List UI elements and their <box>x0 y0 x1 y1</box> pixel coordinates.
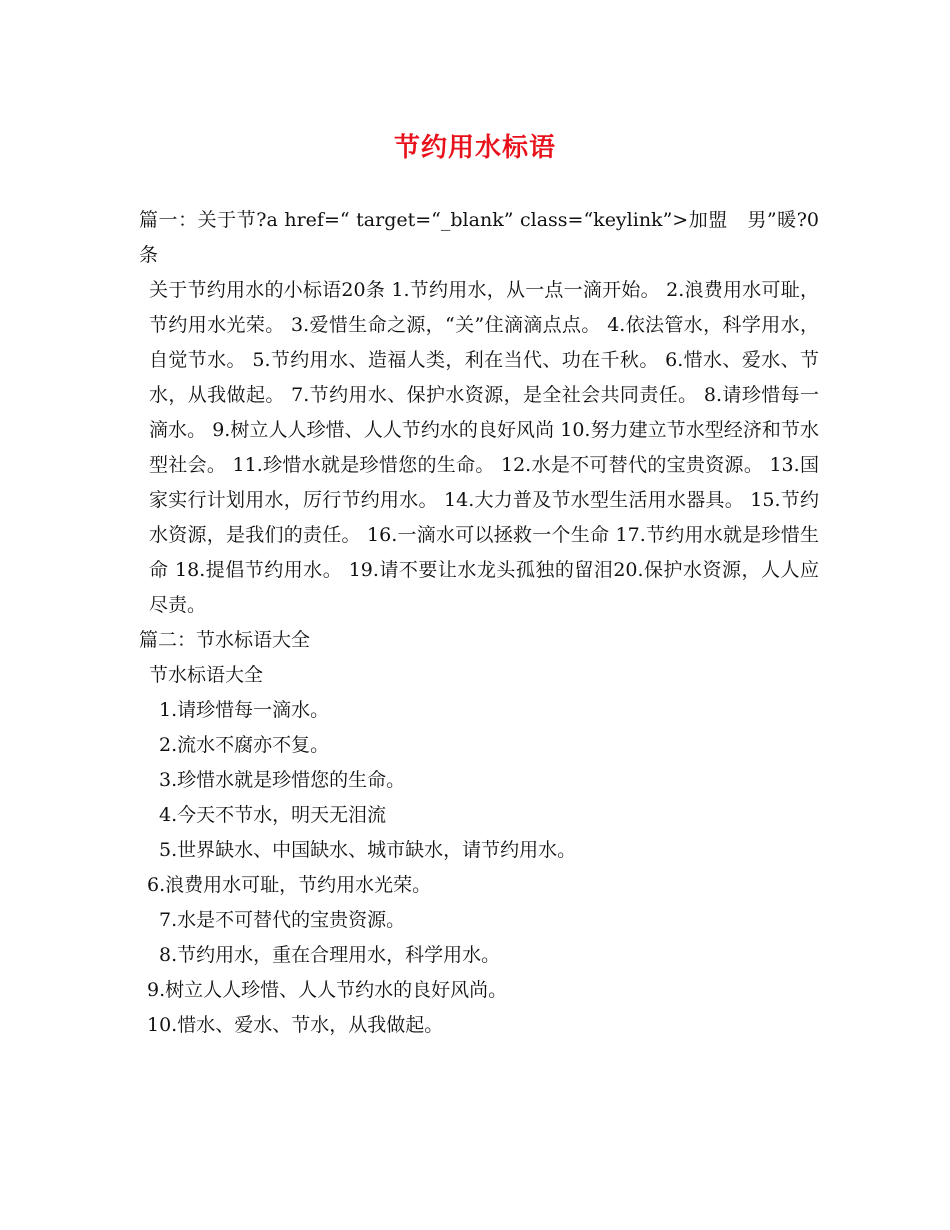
section1-body: 关于节约用水的小标语20条 1.节约用水，从一点一滴开始。 2.浪费用水可耻，节约用水光荣。 3.爱惜生命之源，“关”住滴滴点点。 4.依法管水，科学用水，自觉节水。 5.节约用水、造福人类，利在当代、功在千秋。 6.惜水、爱水、节水，从我做起。 7.节约用水、保护水资源，是全社会共同责任。 8.请珍惜每一滴水。 9.树立人人珍惜、人人节约水的良好风尚 10.努力建立节水型经济和节水型社会。 11.珍惜水就是珍惜您的生命。 12.水是不可替代的宝贵资源。 13.国家实行计划用水，厉行节约用水。 14.大力普及节水型生活用水器具。 15.节约水资源，是我们的责任。 16.一滴水可以拯救一个生命 17.节约用水就是珍惜生命 18.提倡节约用水。 19.请不要让水龙头孤独的留泪20.保护水资源，人人应尽责。 <box>149 279 819 616</box>
section1-heading: 篇一：关于节?a href=“ target=“_blank” class=“keylink”>加盟 男”暖?0条 <box>139 209 819 266</box>
list-item: 6.浪费用水可耻，节约用水光荣。 <box>147 874 432 896</box>
section2-subheading: 节水标语大全 <box>149 664 264 686</box>
list-item: 1.请珍惜每一滴水。 <box>159 699 330 721</box>
section2-heading: 篇二：节水标语大全 <box>139 629 311 651</box>
document-title: 节约用水标语 <box>393 133 556 163</box>
document-body <box>139 203 819 1043</box>
list-item: 4.今天不节水，明天无泪流 <box>159 804 387 826</box>
list-item: 2.流水不腐亦不复。 <box>159 734 330 756</box>
list-item: 5.世界缺水、中国缺水、城市缺水，请节约用水。 <box>159 839 577 861</box>
list-item: 10.惜水、爱水、节水，从我做起。 <box>147 1014 444 1036</box>
list-item: 9.树立人人珍惜、人人节约水的良好风尚。 <box>147 979 508 1001</box>
list-item: 3.珍惜水就是珍惜您的生命。 <box>159 769 406 791</box>
list-item: 8.节约用水，重在合理用水，科学用水。 <box>159 944 501 966</box>
list-item: 7.水是不可替代的宝贵资源。 <box>159 909 406 931</box>
